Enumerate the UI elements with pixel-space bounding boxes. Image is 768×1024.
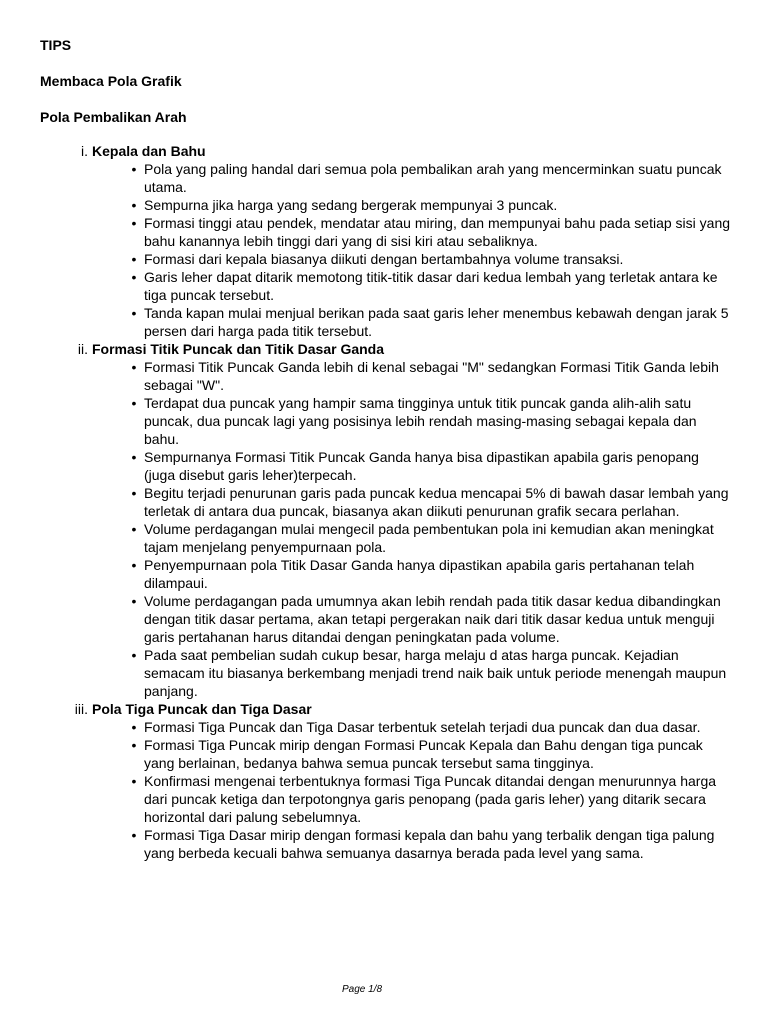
list-item-text: Formasi dari kepala biasanya diikuti dengan bertambahnya volume transaksi. <box>144 251 624 267</box>
list-item <box>0 484 730 520</box>
list-item-text: Volume perdagangan pada umumnya akan lebih rendah pada titik dasar kedua dibandingkan dengan titik dasar pertama, akan tetapi pergerakan naik dari titik dasar kedua untuk menguji garis pertahanan harus ditandai dengan peningkatan pada volume. <box>144 593 721 645</box>
list-item-text: Begitu terjadi penurunan garis pada puncak kedua mencapai 5% di bawah dasar lembah yang terletak di antara dua puncak, biasanya akan diikuti penurunan grafik secara perlahan. <box>144 485 729 519</box>
tips-heading: TIPS <box>40 37 72 53</box>
bullet-list <box>0 718 768 862</box>
section-heading: Pola Pembalikan Arah <box>40 109 187 125</box>
list-item <box>0 268 730 304</box>
subtitle-heading: Membaca Pola Grafik <box>40 73 182 89</box>
list-item <box>0 736 730 772</box>
bullet-icon: • <box>131 251 137 267</box>
sections-list <box>0 142 768 862</box>
section-title <box>0 340 768 358</box>
list-item-text: Sempurnanya Formasi Titik Puncak Ganda hanya bisa dipastikan apabila garis penopang (juga disebut garis leher)terpecah. <box>144 449 699 483</box>
list-item <box>0 160 730 196</box>
list-item-text: Sempurna jika harga yang sedang bergerak mempunyai 3 puncak. <box>144 197 558 213</box>
section-title-text: Pola Tiga Puncak dan Tiga Dasar <box>92 701 312 717</box>
list-item-text: Formasi Tiga Dasar mirip dengan formasi kepala dan bahu yang terbalik dengan tiga palung yang berbeda kecuali bahwa semuanya dasarnya berada pada level yang sama. <box>144 827 715 861</box>
list-item-text: Tanda kapan mulai menjual berikan pada saat garis leher menembus kebawah dengan jarak 5 persen dari harga pada titik tersebut. <box>144 305 729 339</box>
section-numeral: iii. <box>74 701 88 717</box>
bullet-icon: • <box>131 557 137 573</box>
list-item <box>0 556 730 592</box>
bullet-icon: • <box>131 827 137 843</box>
bullet-list <box>0 160 768 340</box>
list-item <box>0 826 730 862</box>
bullet-icon: • <box>131 161 137 177</box>
list-item <box>0 358 730 394</box>
bullet-icon: • <box>131 215 137 231</box>
list-item <box>0 520 730 556</box>
list-item <box>0 214 730 250</box>
list-item-text: Formasi Tiga Puncak mirip dengan Formasi Puncak Kepala dan Bahu dengan tiga puncak yang berlainan, bedanya bahwa semua puncak tersebut sama tingginya. <box>144 737 703 771</box>
list-item <box>0 592 730 646</box>
bullet-icon: • <box>131 269 137 285</box>
bullet-icon: • <box>131 737 137 753</box>
list-item-text: Formasi Titik Puncak Ganda lebih di kenal sebagai "M" sedangkan Formasi Titik Ganda lebih sebagai "W". <box>144 359 719 393</box>
section-numeral: ii. <box>77 341 88 357</box>
bullet-icon: • <box>131 719 137 735</box>
bullet-icon: • <box>131 359 137 375</box>
list-item-text: Volume perdagangan mulai mengecil pada pembentukan pola ini kemudian akan meningkat tajam menjelang penyempurnaan pola. <box>144 521 714 555</box>
list-item <box>0 250 730 268</box>
section-title-text: Kepala dan Bahu <box>92 143 206 159</box>
list-item <box>0 448 730 484</box>
section-tiga-puncak <box>0 700 768 862</box>
list-item <box>0 304 730 340</box>
list-item-text: Formasi tinggi atau pendek, mendatar atau miring, dan mempunyai bahu pada setiap sisi yang bahu kanannya lebih tinggi dari yang di sisi kiri atau sebaliknya. <box>144 215 731 249</box>
bullet-icon: • <box>131 485 137 501</box>
section-title <box>0 700 768 718</box>
bullet-icon: • <box>131 521 137 537</box>
bullet-icon: • <box>131 647 137 663</box>
list-item <box>0 394 730 448</box>
list-item <box>0 772 730 826</box>
bullet-icon: • <box>131 197 137 213</box>
list-item-text: Formasi Tiga Puncak dan Tiga Dasar terbentuk setelah terjadi dua puncak dan dua dasar. <box>144 719 701 735</box>
section-titik-puncak-ganda <box>0 340 768 700</box>
bullet-icon: • <box>131 395 137 411</box>
section-numeral: i. <box>81 143 88 159</box>
list-item-text: Terdapat dua puncak yang hampir sama tingginya untuk titik puncak ganda alih-alih satu puncak, dua puncak lagi yang posisinya lebih rendah masing-masing sebagai kepala dan bahu. <box>144 395 697 447</box>
bullet-list <box>0 358 768 700</box>
list-item <box>0 646 730 700</box>
list-item-text: Penyempurnaan pola Titik Dasar Ganda hanya dipastikan apabila garis pertahanan telah dilampaui. <box>144 557 695 591</box>
bullet-icon: • <box>131 593 137 609</box>
list-item <box>0 196 730 214</box>
bullet-icon: • <box>131 773 137 789</box>
list-item-text: Konfirmasi mengenai terbentuknya formasi Tiga Puncak ditandai dengan menurunnya harga dari puncak ketiga dan terpotongnya garis penopang (pada garis leher) yang ditarik secara horizontal dari palung sebelumnya. <box>144 773 717 825</box>
list-item-text: Garis leher dapat ditarik memotong titik-titik dasar dari kedua lembah yang terletak antara ke tiga puncak tersebut. <box>144 269 718 303</box>
page-number: Page 1/8 <box>341 984 383 995</box>
section-title-text: Formasi Titik Puncak dan Titik Dasar Ganda <box>92 341 385 357</box>
bullet-icon: • <box>131 305 137 321</box>
list-item-text: Pola yang paling handal dari semua pola pembalikan arah yang mencerminkan suatu puncak utama. <box>144 161 722 195</box>
section-kepala-dan-bahu <box>0 142 768 340</box>
list-item <box>0 718 730 736</box>
list-item-text: Pada saat pembelian sudah cukup besar, harga melaju d atas harga puncak. Kejadian semacam itu biasanya berkembang menjadi trend naik baik untuk periode menengah maupun panjang. <box>144 647 727 699</box>
bullet-icon: • <box>131 449 137 465</box>
section-title <box>0 142 768 160</box>
